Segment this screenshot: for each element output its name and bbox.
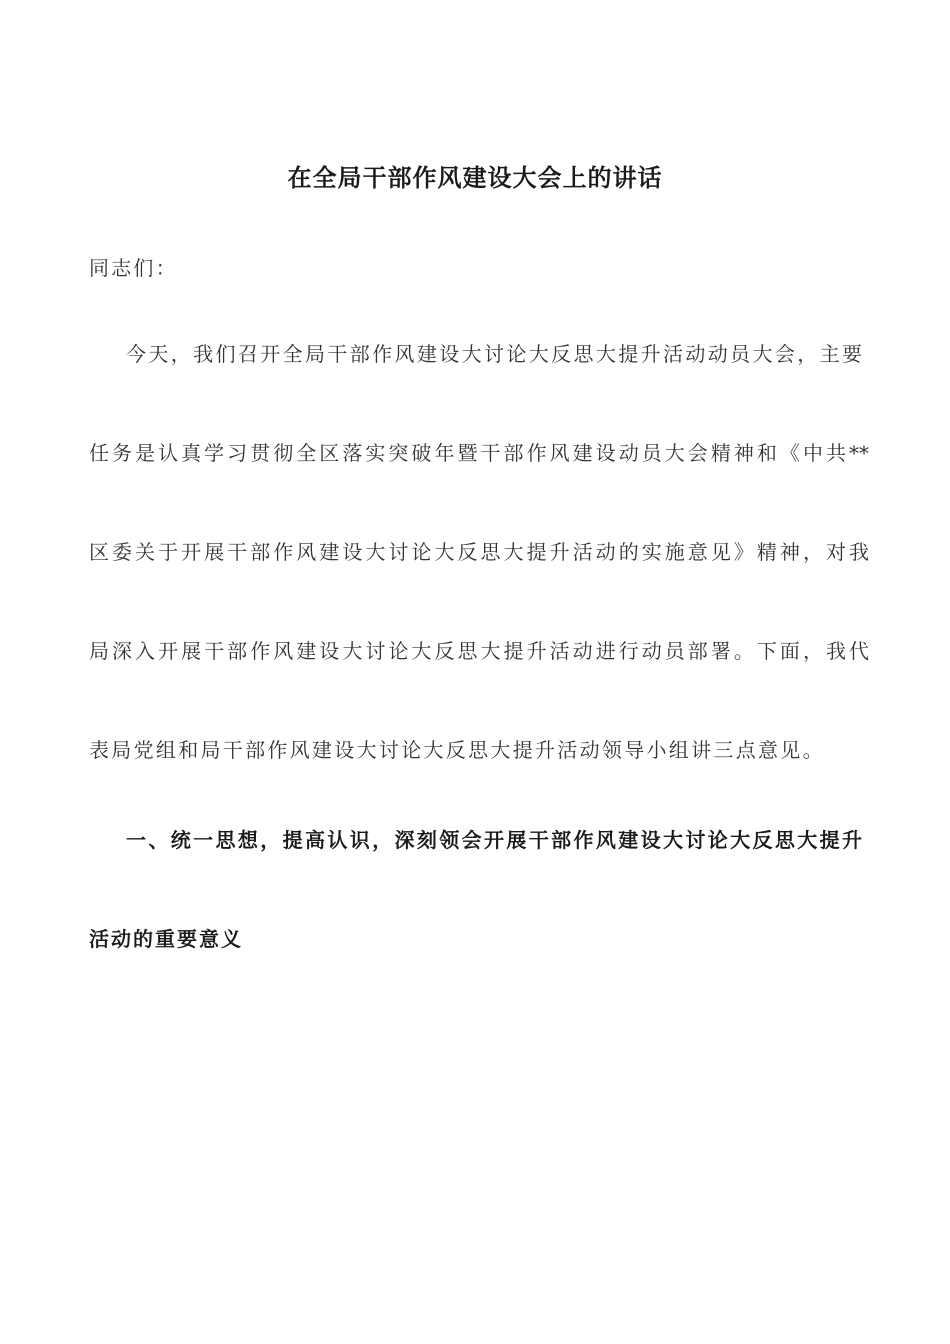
section-heading-line: 一、统一思想，提高认识，深刻领会开展干部作风建设大讨论大反思大提升 [126, 828, 862, 852]
paragraph-line: 区委关于开展干部作风建设大讨论大反思大提升活动的实施意见》精神，对我 [89, 540, 869, 564]
salutation: 同志们： [89, 256, 178, 280]
document-title: 在全局干部作风建设大会上的讲话 [287, 163, 663, 192]
paragraph-line: 局深入开展干部作风建设大讨论大反思大提升活动进行动员部署。下面，我代 [89, 639, 869, 663]
paragraph-line: 今天，我们召开全局干部作风建设大讨论大反思大提升活动动员大会，主要 [126, 342, 862, 366]
paragraph-line: 表局党组和局干部作风建设大讨论大反思大提升活动领导小组讲三点意见。 [89, 738, 825, 762]
section-heading-line: 活动的重要意义 [89, 927, 243, 951]
paragraph-line: 任务是认真学习贯彻全区落实突破年暨干部作风建设动员大会精神和《中共** [89, 441, 869, 465]
